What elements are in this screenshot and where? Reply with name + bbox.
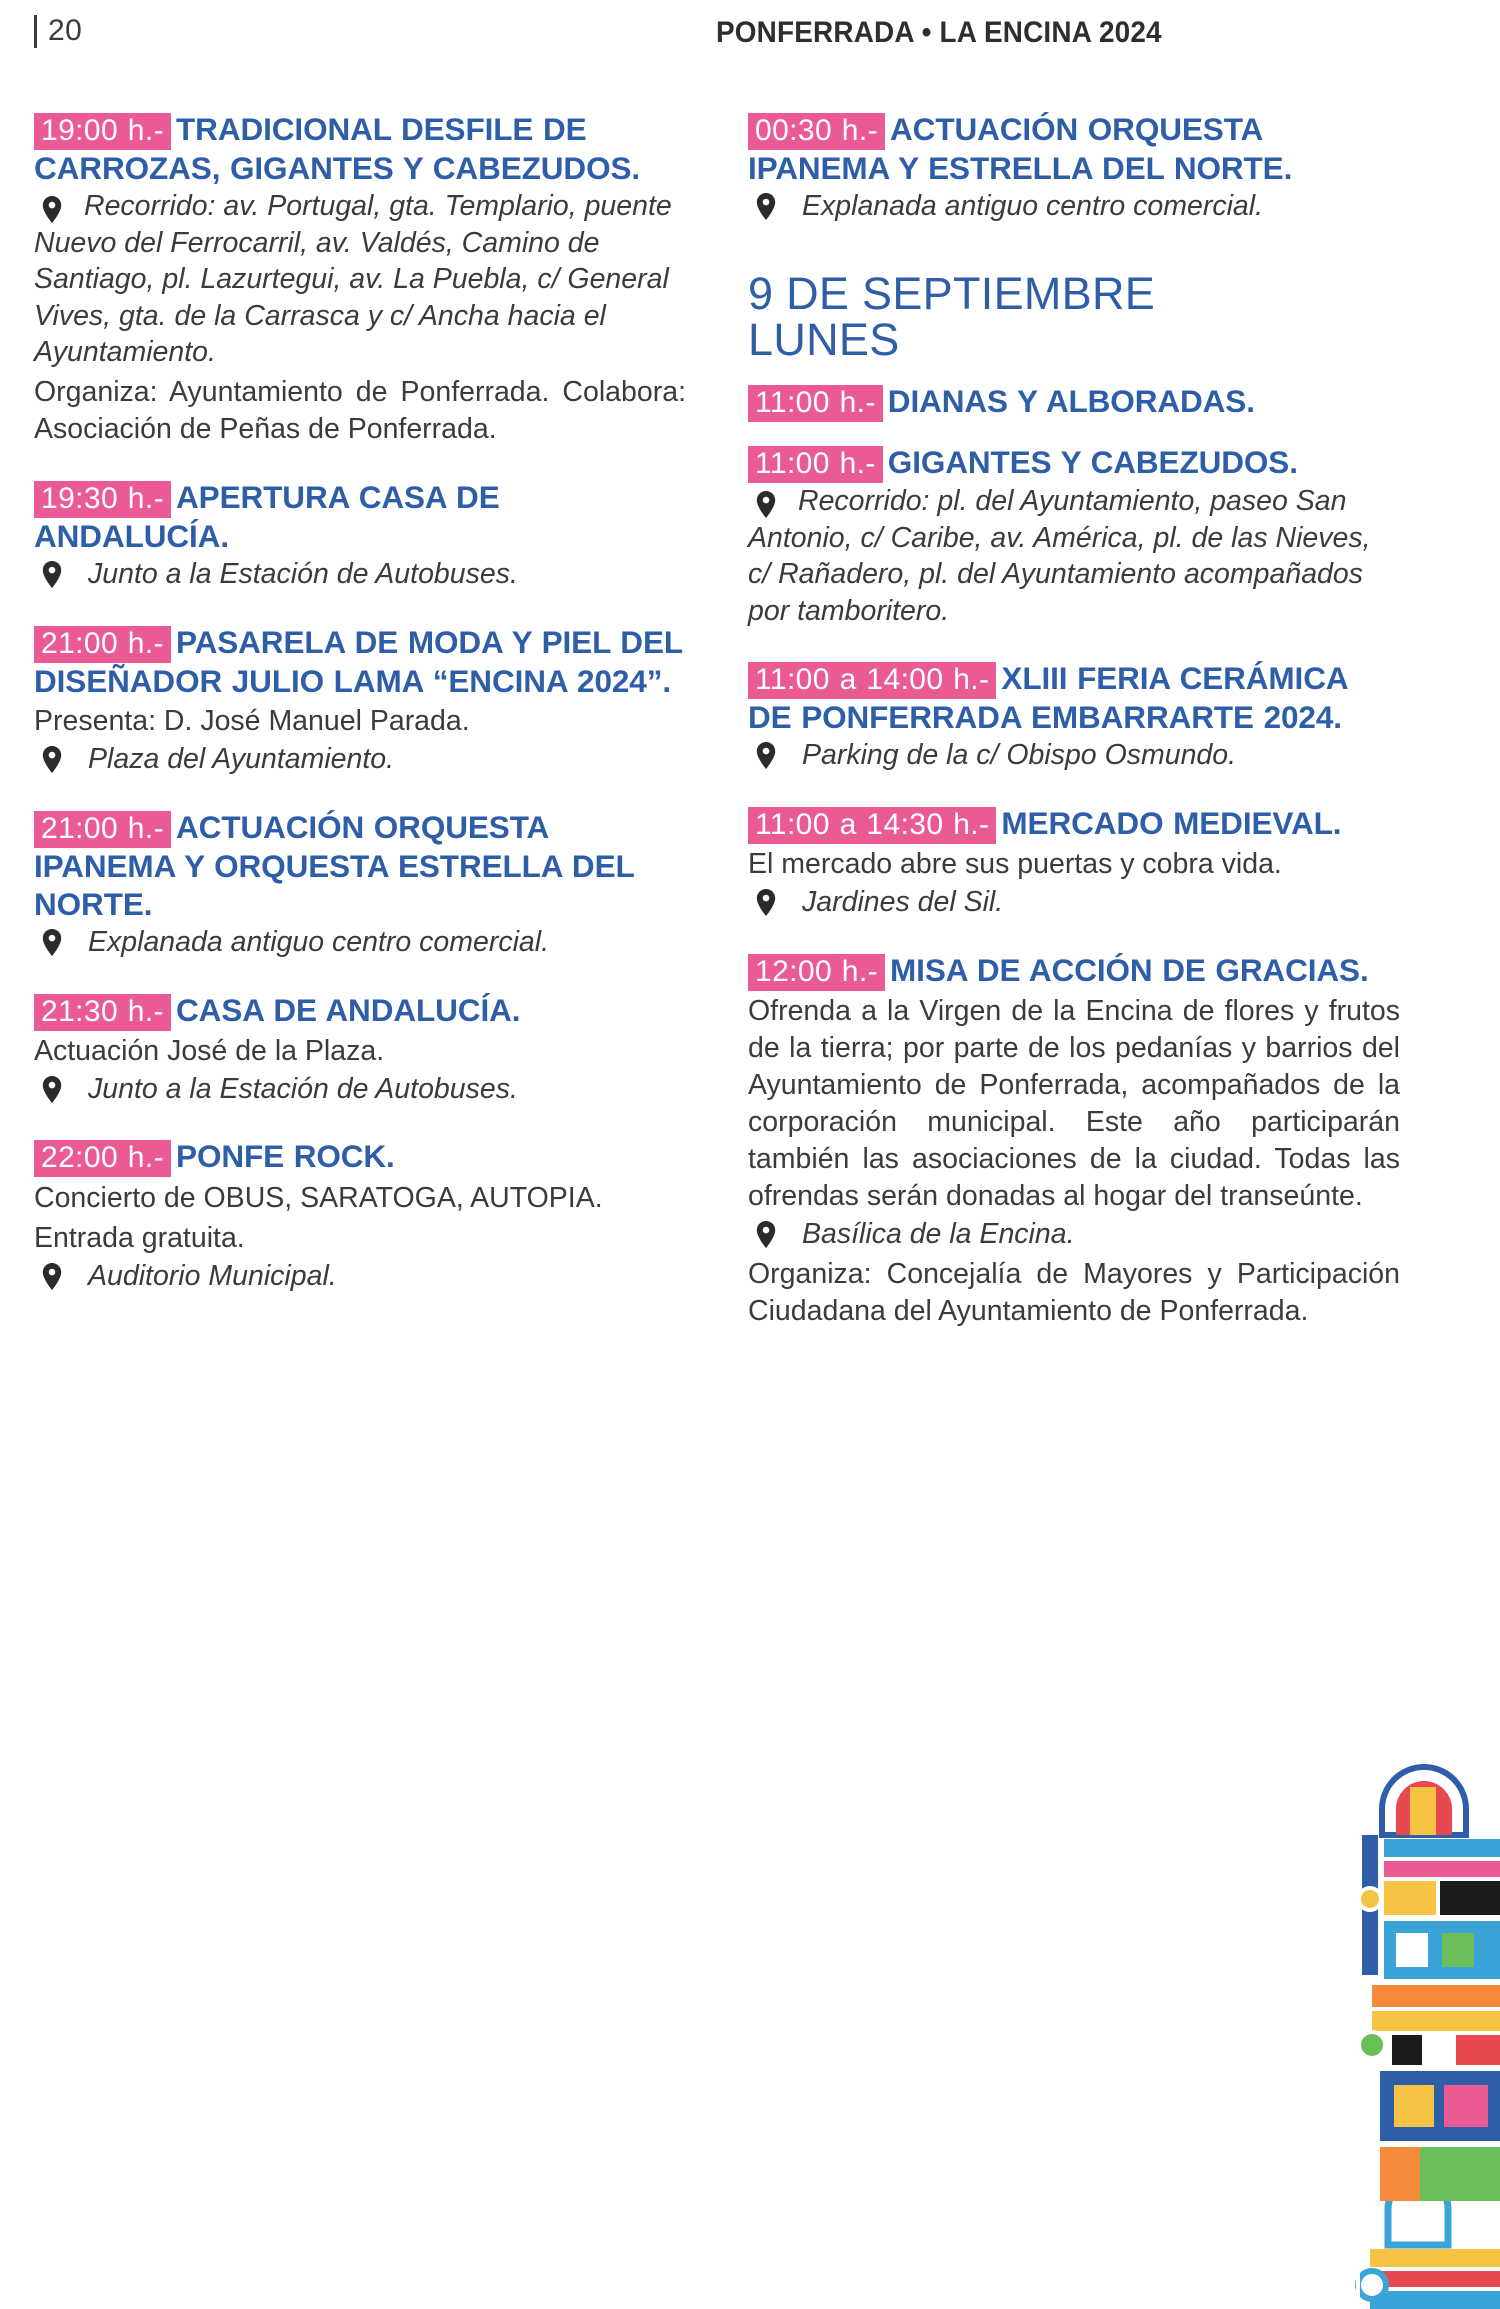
event-description: Organiza: Ayuntamiento de Ponferrada. Colabora: Asociación de Peñas de Ponferrada.: [34, 375, 686, 445]
event-description-secondary: Entrada gratuita.: [34, 1221, 245, 1254]
event-location: [748, 188, 1400, 224]
location-pin-icon: [756, 889, 776, 916]
event-block: [34, 623, 686, 778]
event-location: [34, 741, 686, 777]
event-location: [34, 1071, 686, 1107]
event-block: [748, 951, 1400, 1330]
event-title: PONFE ROCK.: [176, 1138, 395, 1175]
event-location: [34, 188, 686, 370]
event-title: DIANAS Y ALBORADAS.: [887, 382, 1255, 419]
event-title-line: [34, 1137, 686, 1176]
event-block: [34, 808, 686, 961]
time-badge: 19:30 h.-: [34, 481, 171, 518]
event-block: [34, 478, 686, 593]
event-block: [748, 804, 1400, 921]
time-badge: 21:00 h.-: [34, 626, 171, 663]
event-title-line: [748, 804, 1400, 843]
event-title-line: [34, 808, 686, 924]
location-pin-icon: [42, 1076, 62, 1103]
right-column: [748, 110, 1400, 1360]
event-block: [748, 659, 1400, 774]
event-title-line: [34, 991, 686, 1030]
event-location-text: Junto a la Estación de Autobuses.: [88, 1072, 518, 1105]
event-title: ACTUACIÓN ORQUESTA IPANEMA Y ESTRELLA DEL NORTE.: [748, 111, 1293, 187]
event-location-text: Explanada antiguo centro comercial.: [802, 190, 1264, 223]
event-title-line: [34, 478, 686, 555]
time-badge: 12:00 h.-: [748, 954, 885, 991]
event-title: APERTURA CASA DE ANDALUCÍA.: [34, 478, 500, 555]
event-title: CASA DE ANDALUCÍA.: [176, 991, 521, 1028]
event-location: [748, 737, 1400, 773]
location-pin-icon: [756, 193, 776, 220]
event-location-text: Junto a la Estación de Autobuses.: [88, 558, 518, 591]
time-badge: 19:00 h.-: [34, 113, 171, 150]
date-heading-day: 9 DE SEPTIEMBRE: [748, 267, 1156, 319]
event-title: MERCADO MEDIEVAL.: [1001, 804, 1342, 841]
time-badge: 22:00 h.-: [34, 1140, 171, 1177]
event-location: [34, 1258, 686, 1294]
event-block: [748, 110, 1400, 225]
event-title: TRADICIONAL DESFILE DE CARROZAS, GIGANTES Y CABEZUDOS.: [34, 111, 641, 187]
event-location-text: Basílica de la Encina.: [802, 1218, 1075, 1251]
event-title-line: [748, 443, 1400, 482]
event-block: [748, 443, 1400, 629]
time-badge: 21:30 h.-: [34, 994, 171, 1031]
folio-rule: [34, 15, 37, 48]
event-block: [748, 382, 1400, 421]
event-title: GIGANTES Y CABEZUDOS.: [887, 443, 1298, 480]
time-badge: 11:00 h.-: [748, 446, 883, 483]
location-pin-icon: [42, 561, 62, 588]
event-location: [748, 1216, 1400, 1252]
time-badge: 11:00 a 14:00 h.-: [748, 662, 996, 699]
running-head: PONFERRADA • LA ENCINA 2024: [716, 16, 1162, 49]
event-block: [34, 991, 686, 1108]
event-title-line: [34, 623, 686, 700]
event-location-text: Auditorio Municipal.: [88, 1259, 337, 1292]
page-number: 20: [48, 14, 83, 47]
event-location: [34, 556, 686, 592]
event-description-secondary: Organiza: Concejalía de Mayores y Participación Ciudadana del Ayuntamiento de Ponferrada.: [748, 1257, 1400, 1327]
date-heading: [748, 267, 1400, 366]
event-title: XLIII FERIA CERÁMICA DE PONFERRADA EMBARRARTE 2024.: [748, 660, 1348, 736]
event-location-text: Recorrido: av. Portugal, gta. Templario, puente Nuevo del Ferrocarril, av. Valdés, Camino de Santiago, pl. Lazurtegui, av. La Puebla, c/ General Vives, gta. de la Carrasca y c/ Ancha hacia el Ayuntamiento.: [34, 190, 672, 369]
location-pin-icon: [42, 1263, 62, 1290]
left-column: [34, 110, 686, 1360]
event-location-text: Parking de la c/ Obispo Osmundo.: [802, 739, 1237, 772]
event-title-line: [34, 110, 686, 187]
location-pin-icon: [756, 1221, 776, 1248]
event-title-line: [748, 382, 1400, 421]
event-title-line: [748, 110, 1400, 187]
event-location: [748, 483, 1400, 629]
date-heading-weekday: LUNES: [748, 314, 900, 366]
event-title-line: [748, 951, 1400, 990]
location-pin-icon: [42, 746, 62, 773]
event-location: [748, 884, 1400, 920]
location-pin-icon: [756, 742, 776, 769]
event-description: El mercado abre sus puertas y cobra vida.: [748, 848, 1282, 881]
time-badge: 00:30 h.-: [748, 113, 885, 150]
event-title: ACTUACIÓN ORQUESTA IPANEMA Y ORQUESTA ESTRELLA DEL NORTE.: [34, 808, 635, 923]
event-description: Actuación José de la Plaza.: [34, 1034, 385, 1067]
event-location-text: Recorrido: pl. del Ayuntamiento, paseo San Antonio, c/ Caribe, av. América, pl. de las Nieves, c/ Rañadero, pl. del Ayuntamiento acompañados por tamboritero.: [748, 485, 1371, 627]
location-pin-icon: [42, 929, 62, 956]
event-location-text: Plaza del Ayuntamiento.: [88, 743, 395, 776]
time-badge: 21:00 h.-: [34, 811, 171, 848]
event-description: Ofrenda a la Virgen de la Encina de flores y frutos de la tierra; por parte de los pedanías y barrios del Ayuntamiento de Ponferrada, acompañados de la corporación municipal. Este año participarán también las asociaciones de la ciudad. Todas las ofrendas serán donadas al hogar del transeúnte.: [748, 995, 1400, 1213]
location-pin-icon: [42, 196, 62, 219]
event-location-text: Explanada antiguo centro comercial.: [88, 926, 550, 959]
event-title: MISA DE ACCIÓN DE GRACIAS.: [890, 951, 1369, 988]
event-description: Presenta: D. José Manuel Parada.: [34, 705, 470, 738]
event-location-text: Jardines del Sil.: [802, 886, 1004, 919]
event-description: Concierto de OBUS, SARATOGA, AUTOPIA.: [34, 1181, 603, 1214]
event-location: [34, 924, 686, 960]
folio: [34, 14, 82, 48]
time-badge: 11:00 a 14:30 h.-: [748, 807, 996, 844]
event-block: [34, 1137, 686, 1294]
page-header: [0, 0, 1500, 78]
event-block: [34, 110, 686, 448]
colorful-architecture-illustration: [1310, 1709, 1500, 2309]
location-pin-icon: [756, 491, 776, 514]
columns: [0, 110, 1500, 1360]
event-title: PASARELA DE MODA Y PIEL DEL DISEÑADOR JULIO LAMA “ENCINA 2024”.: [34, 623, 683, 700]
time-badge: 11:00 h.-: [748, 385, 883, 422]
event-title-line: [748, 659, 1400, 736]
